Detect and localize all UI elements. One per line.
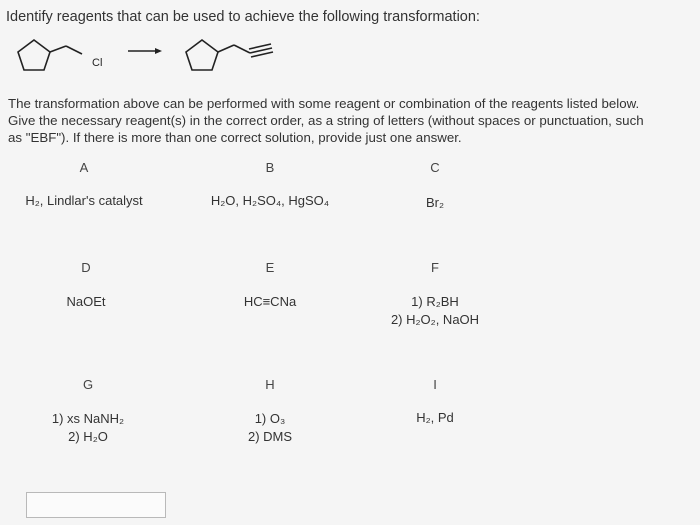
option-c-reagent: Br₂ [425, 195, 445, 210]
option-a-letter: A [79, 160, 89, 175]
reactant-structure [18, 40, 82, 70]
option-b-letter: B [265, 160, 275, 175]
option-e-reagent: HC≡CNa [243, 294, 297, 309]
product-structure [186, 40, 273, 70]
option-f-letter: F [431, 260, 439, 275]
option-c-letter: C [430, 160, 440, 175]
question-title: Identify reagents that can be used to achieve the following transformation: [6, 9, 480, 25]
option-e-letter: E [265, 260, 275, 275]
option-d-letter: D [81, 260, 91, 275]
option-b-reagent: H₂O, H₂SO₄, HgSO₄ [210, 193, 330, 208]
chlorine-label: Cl [92, 57, 103, 69]
option-a-reagent: H₂, Lindlar's catalyst [25, 193, 143, 208]
answer-input[interactable] [26, 492, 166, 518]
reaction-arrow [128, 48, 162, 54]
option-d-reagent: NaOEt [66, 294, 106, 309]
question-prompt: The transformation above can be performed with some reagent or combination of the reagents listed below. Give the necessary reagent(s) in the correct order, as a string of letters (without spaces or punctuation, such as "EBF"). If there is more than one correct solution, provide just one answer. [8, 96, 644, 145]
option-f-reagent: 1) R₂BH 2) H₂O₂, NaOH [390, 294, 480, 327]
reaction-scheme [0, 28, 300, 88]
option-i-letter: I [433, 377, 437, 392]
option-g-letter: G [82, 377, 94, 392]
option-g-reagent: 1) xs NaNH₂ 2) H₂O [51, 411, 125, 444]
option-h-reagent: 1) O₃ 2) DMS [247, 411, 293, 444]
option-h-letter: H [265, 377, 275, 392]
option-i-reagent: H₂, Pd [416, 410, 454, 425]
